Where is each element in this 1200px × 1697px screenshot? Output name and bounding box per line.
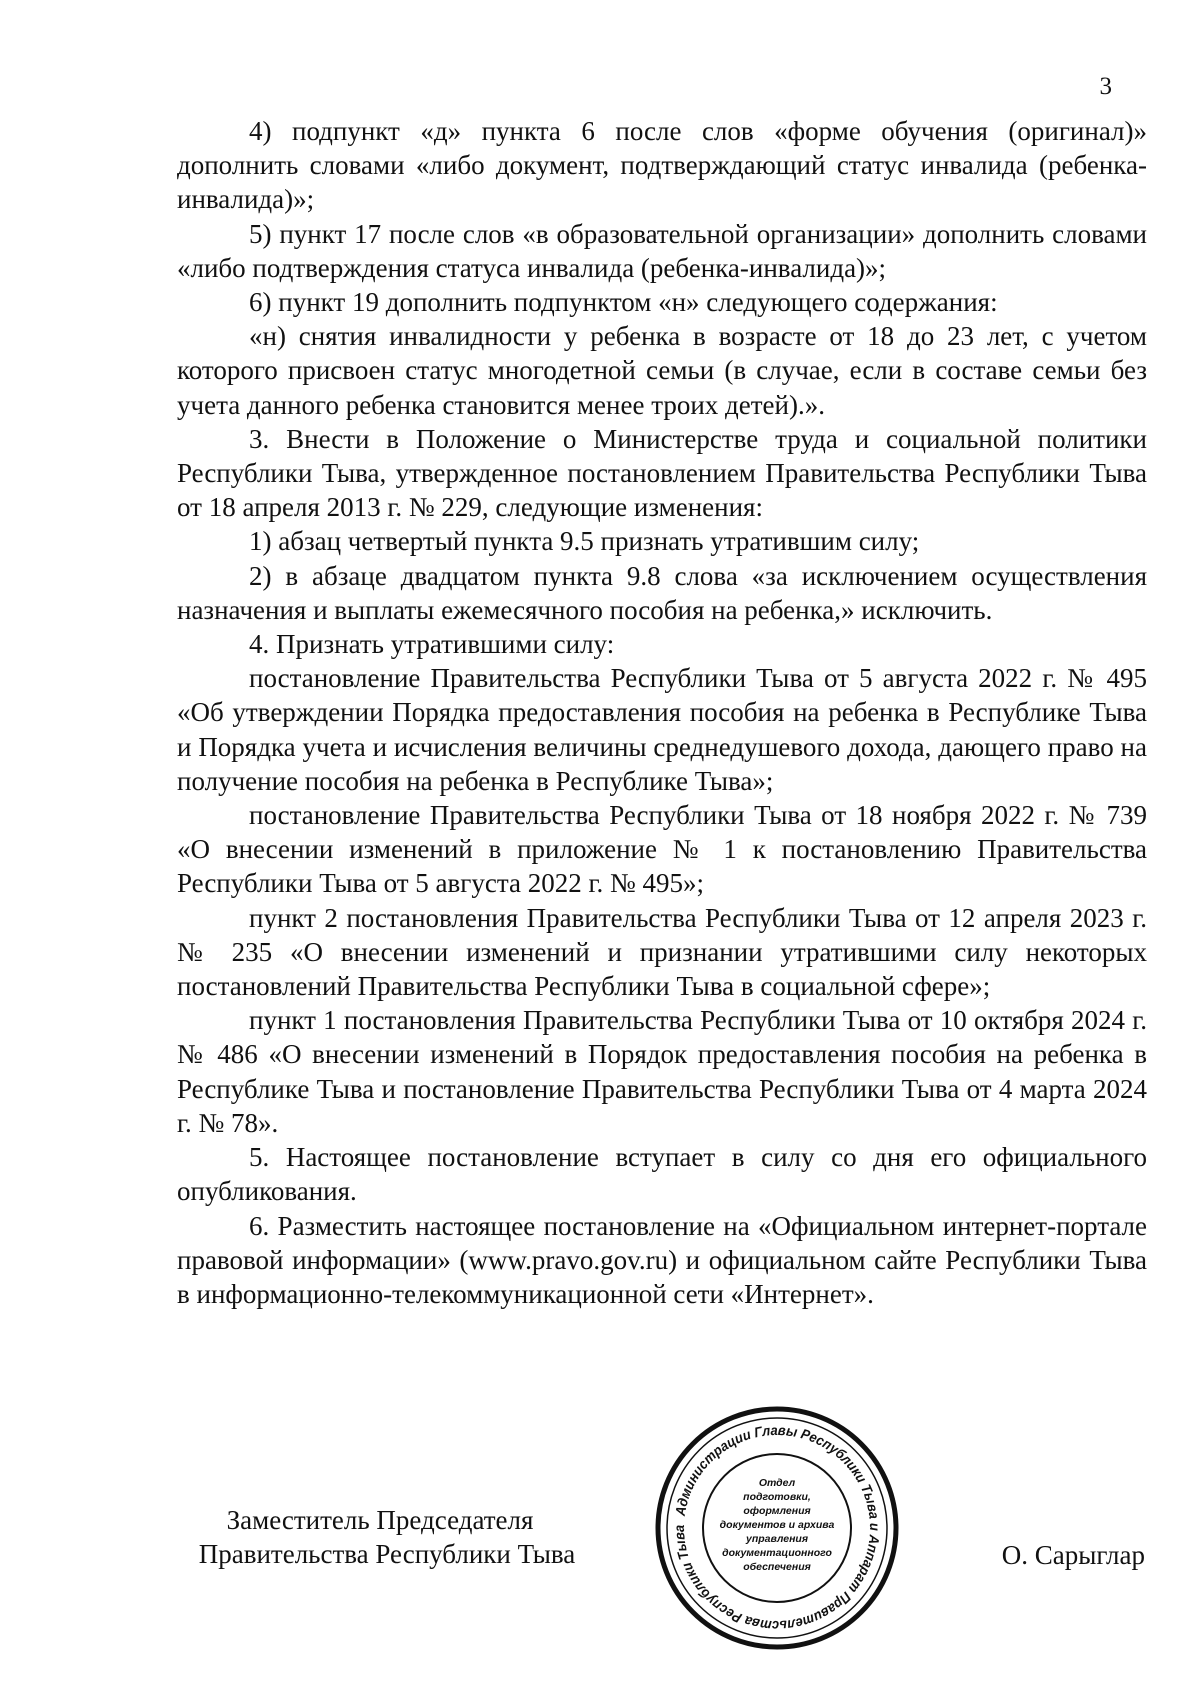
stamp-center-text [709, 1476, 845, 1574]
stamp-center-line: управления [745, 1533, 809, 1545]
signatory-name: О. Сарыглар [1001, 1540, 1145, 1570]
stamp-center-line: обеспечения [743, 1561, 811, 1573]
signatory-position-line: Заместитель Председателя [226, 1505, 534, 1535]
paragraph: 1) абзац четвертый пункта 9.5 признать утратившим силу; [249, 526, 920, 557]
paragraph: пункт 2 постановления Правительства Республики Тыва от 12 апреля 2023 г. № 235 «О внесении изменений и признании утратившими силу некоторых постановлений Правительства Республики Тыва в социальной сфере»; [177, 902, 1147, 1002]
stamp-center-line: Отдел [758, 1477, 796, 1489]
paragraph: 2) в абзаце двадцатом пункта 9.8 слова «за исключением осуществления назначения и выплаты ежемесячного пособия на ребенка,» исключить. [177, 560, 1147, 625]
stamp-ring-text: Администрации Главы Республики Тыва и Аппарат Правительства Республики Тыва [670, 1421, 884, 1635]
signatory-position [177, 1503, 597, 1571]
paragraph: пункт 1 постановления Правительства Республики Тыва от 10 октября 2024 г. № 486 «О внесении изменений в Порядок предоставления пособия на ребенка в Республике Тыва и постановление Правительства Республики Тыва от 4 марта 2024 г. № 78». [177, 1005, 1147, 1138]
paragraph: 6. Разместить настоящее постановление на «Официальном интернет-портале правовой информации» (www.pravo.gov.ru) и официальном сайте Республики Тыва в информационно-телекоммуникационной сети «Интернет». [177, 1210, 1147, 1309]
paragraph: 6) пункт 19 дополнить подпунктом «н» следующего содержания: [249, 287, 998, 318]
page-number: 3 [1099, 73, 1112, 100]
paragraph: 4) подпункт «д» пункта 6 после слов «форме обучения (оригинал)» дополнить словами «либо документ, подтверждающий статус инвалида (ребенка-инвалида)»; [177, 116, 1147, 215]
paragraph: 3. Внести в Положение о Министерстве труда и социальной политики Республики Тыва, утвержденное постановлением Правительства Республики Тыва от 18 апреля 2013 г. № 229, следующие изменения: [177, 423, 1147, 523]
paragraph: постановление Правительства Республики Тыва от 5 августа 2022 г. № 495 «Об утверждении Порядка предоставления пособия на ребенка в Республике Тыва и Порядка учета и исчисления величины среднедушевого дохода, дающего право на получение пособия на ребенка в Республике Тыва»; [177, 663, 1147, 796]
paragraph: 4. Признать утратившими силу: [249, 629, 615, 660]
document-body [177, 114, 1147, 1311]
official-stamp [653, 1404, 901, 1652]
stamp-center-line: подготовки, [743, 1491, 811, 1503]
paragraph: «н) снятия инвалидности у ребенка в возрасте от 18 до 23 лет, с учетом которого присвоен статус многодетной семьи (в случае, если в составе семьи без учета данного ребенка становится менее троих детей).». [177, 321, 1147, 420]
stamp-center-line: оформления [743, 1505, 811, 1517]
stamp-center-line: документов и архива [719, 1519, 835, 1531]
paragraph: постановление Правительства Республики Тыва от 18 ноября 2022 г. № 739 «О внесении изменений в приложение № 1 к постановлению Правительства Республики Тыва от 5 августа 2022 г. № 495»; [177, 800, 1147, 899]
paragraph: 5) пункт 17 после слов «в образовательной организации» дополнить словами «либо подтверждения статуса инвалида (ребенка-инвалида)»; [177, 218, 1147, 283]
paragraph: 5. Настоящее постановление вступает в силу со дня его официального опубликования. [177, 1142, 1147, 1207]
signatory-position-line: Правительства Республики Тыва [198, 1539, 576, 1570]
stamp-center-line: документационного [722, 1547, 832, 1559]
